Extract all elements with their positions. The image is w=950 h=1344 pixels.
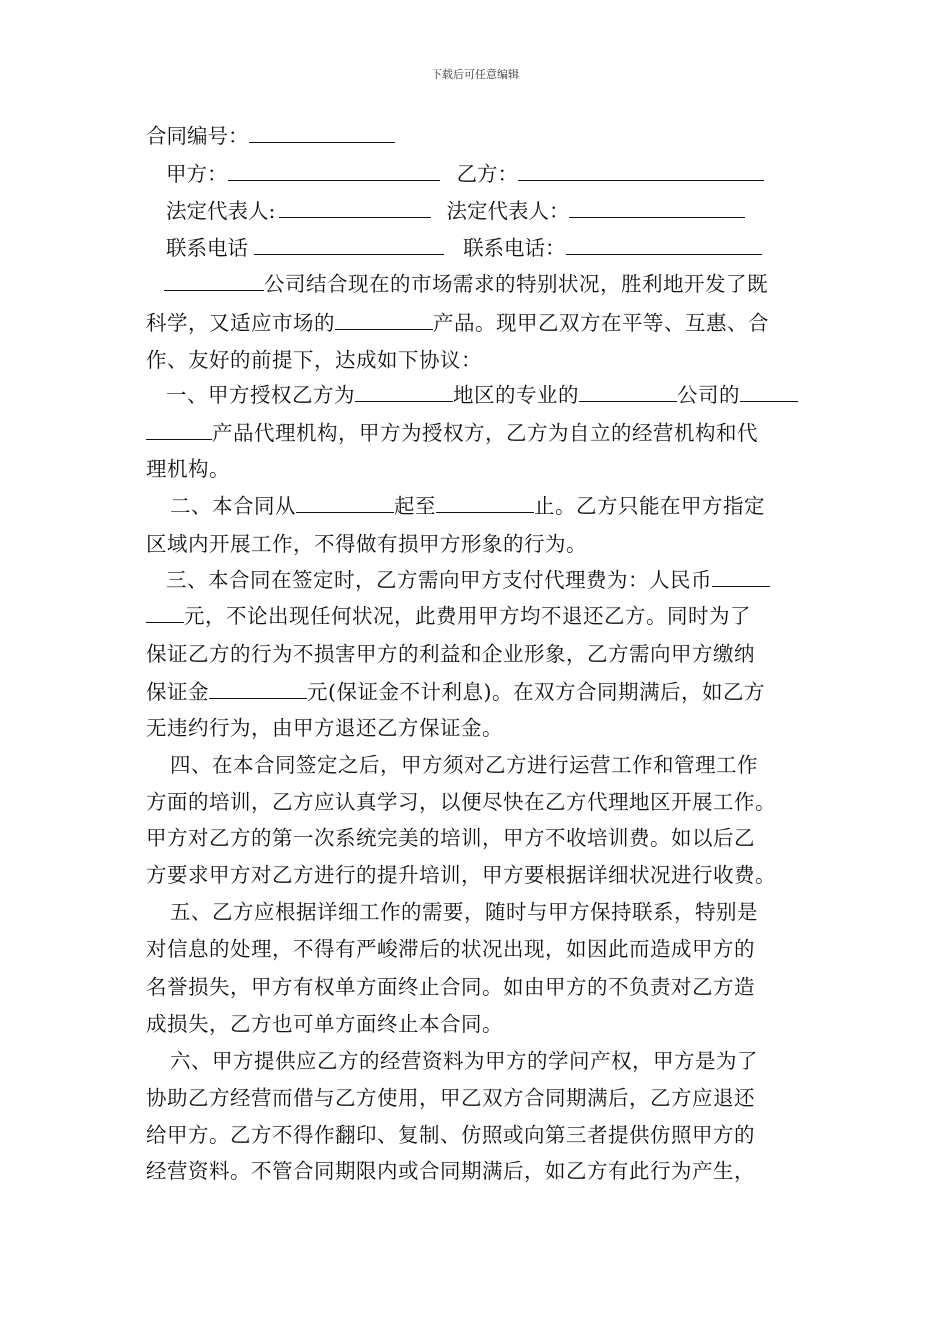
- body-text-segment: 区域内开展工作，不得做有损甲方形象的行为。: [146, 532, 587, 556]
- phone-a-blank[interactable]: [254, 236, 444, 255]
- party-b-label: 乙方：: [456, 162, 519, 186]
- body-line: [146, 1012, 806, 1036]
- contract-number-blank[interactable]: [249, 124, 395, 143]
- body-line: [170, 1049, 830, 1073]
- body-text-segment: 科学，又适应市场的: [146, 311, 335, 335]
- body-text-segment: 三、本合同在签定时，乙方需向甲方支付代理费为：人民币: [166, 568, 712, 592]
- fill-in-blank[interactable]: [335, 311, 433, 330]
- body-text-segment: 公司结合现在的市场需求的特别状况，胜利地开发了既: [264, 272, 768, 296]
- body-text-segment: 无违约行为，由甲方退还乙方保证金。: [146, 716, 503, 740]
- phone-b-label: 联系电话：: [463, 236, 566, 260]
- phone-a-label: 联系电话: [166, 236, 248, 260]
- body-text-segment: 六、甲方提供应乙方的经营资料为甲方的学问产权，甲方是为了: [170, 1049, 758, 1073]
- fill-in-blank[interactable]: [164, 272, 264, 291]
- body-text-segment: 产品。现甲乙双方在平等、互惠、合: [433, 311, 769, 335]
- body-line: [146, 790, 806, 814]
- body-text-segment: 经营资料。不管合同期限内或合同期满后，如乙方有此行为产生，: [146, 1159, 755, 1183]
- body-text-segment: 对信息的处理，不得有严峻滞后的状况出现，如因此而造成甲方的: [146, 937, 755, 961]
- body-line: [146, 311, 806, 335]
- header-note: 下载后可任意编辑: [431, 68, 519, 81]
- body-line: [166, 568, 826, 592]
- body-text-segment: 起至: [394, 494, 436, 518]
- fill-in-blank[interactable]: [740, 383, 798, 402]
- party-b-blank[interactable]: [518, 162, 764, 181]
- body-text-segment: 地区的专业的: [453, 383, 579, 407]
- body-line: [146, 1086, 806, 1110]
- fill-in-blank[interactable]: [146, 421, 212, 440]
- contract-number-row: [146, 124, 395, 148]
- body-text-segment: 公司的: [677, 383, 740, 407]
- fill-in-blank[interactable]: [355, 383, 453, 402]
- body-line: [170, 900, 830, 924]
- body-line: [146, 532, 806, 556]
- body-line: [146, 716, 806, 740]
- legal-rep-a-label: 法定代表人:: [166, 199, 276, 223]
- fill-in-blank[interactable]: [296, 494, 394, 513]
- body-text-segment: 五、乙方应根据详细工作的需要，随时与甲方保持联系，特别是: [170, 900, 758, 924]
- body-text-segment: 理机构。: [146, 457, 230, 481]
- body-line: [146, 1123, 806, 1147]
- body-line: [146, 421, 806, 445]
- body-text-segment: 四、在本合同签定之后，甲方须对乙方进行运营工作和管理工作: [170, 753, 758, 777]
- legal-rep-b-label: 法定代表人：: [446, 199, 570, 223]
- body-line: [166, 383, 826, 407]
- body-line: [146, 348, 806, 372]
- body-text-segment: 给甲方。乙方不得作翻印、复制、仿照或向第三者提供仿照甲方的: [146, 1123, 755, 1147]
- body-line: [170, 753, 830, 777]
- body-text-segment: 保证乙方的行为不损害甲方的利益和企业形象，乙方需向甲方缴纳: [146, 642, 755, 666]
- body-text-segment: 保证金: [146, 680, 209, 704]
- party-a-blank[interactable]: [228, 162, 440, 181]
- body-text-segment: 成损失，乙方也可单方面终止本合同。: [146, 1012, 503, 1036]
- body-text-segment: 方要求甲方对乙方进行的提升培训，甲方要根据详细状况进行收费。: [146, 863, 776, 887]
- body-line: [146, 457, 806, 481]
- phone-row: [166, 236, 762, 260]
- body-line: [146, 680, 806, 704]
- body-line: [146, 642, 806, 666]
- body-text-segment: 一、甲方授权乙方为: [166, 383, 355, 407]
- body-line: [146, 604, 806, 628]
- body-text-segment: 元(保证金不计利息)。在双方合同期满后，如乙方: [307, 680, 765, 704]
- legal-rep-row: [166, 199, 745, 223]
- body-text-segment: 止。乙方只能在甲方指定: [534, 494, 765, 518]
- body-text-segment: 方面的培训，乙方应认真学习，以便尽快在乙方代理地区开展工作。: [146, 790, 776, 814]
- fill-in-blank[interactable]: [146, 604, 184, 623]
- contract-number-label: 合同编号：: [146, 124, 249, 148]
- body-line: [146, 863, 806, 887]
- body-text-segment: 名誉损失，甲方有权单方面终止合同。如由甲方的不负责对乙方造: [146, 975, 755, 999]
- body-line: [170, 494, 830, 518]
- body-text-segment: 元，不论出现任何状况，此费用甲方均不退还乙方。同时为了: [184, 604, 751, 628]
- body-text-segment: 作、友好的前提下，达成如下协议：: [146, 348, 482, 372]
- party-a-label: 甲方：: [166, 162, 228, 186]
- fill-in-blank[interactable]: [579, 383, 677, 402]
- body-text-segment: 甲方对乙方的第一次系统完美的培训，甲方不收培训费。如以后乙: [146, 826, 755, 850]
- body-line: [164, 272, 824, 296]
- body-line: [146, 826, 806, 850]
- body-text-segment: 协助乙方经营而借与乙方使用，甲乙双方合同期满后，乙方应退还: [146, 1086, 755, 1110]
- body-line: [146, 937, 806, 961]
- legal-rep-b-blank[interactable]: [569, 199, 745, 218]
- body-text-segment: 二、本合同从: [170, 494, 296, 518]
- body-text-segment: 产品代理机构，甲方为授权方，乙方为自立的经营机构和代: [212, 421, 758, 445]
- fill-in-blank[interactable]: [436, 494, 534, 513]
- party-row: [166, 162, 764, 186]
- fill-in-blank[interactable]: [209, 680, 307, 699]
- legal-rep-a-blank[interactable]: [279, 199, 431, 218]
- body-line: [146, 975, 806, 999]
- fill-in-blank[interactable]: [712, 568, 770, 587]
- phone-b-blank[interactable]: [566, 236, 762, 255]
- body-line: [146, 1159, 806, 1183]
